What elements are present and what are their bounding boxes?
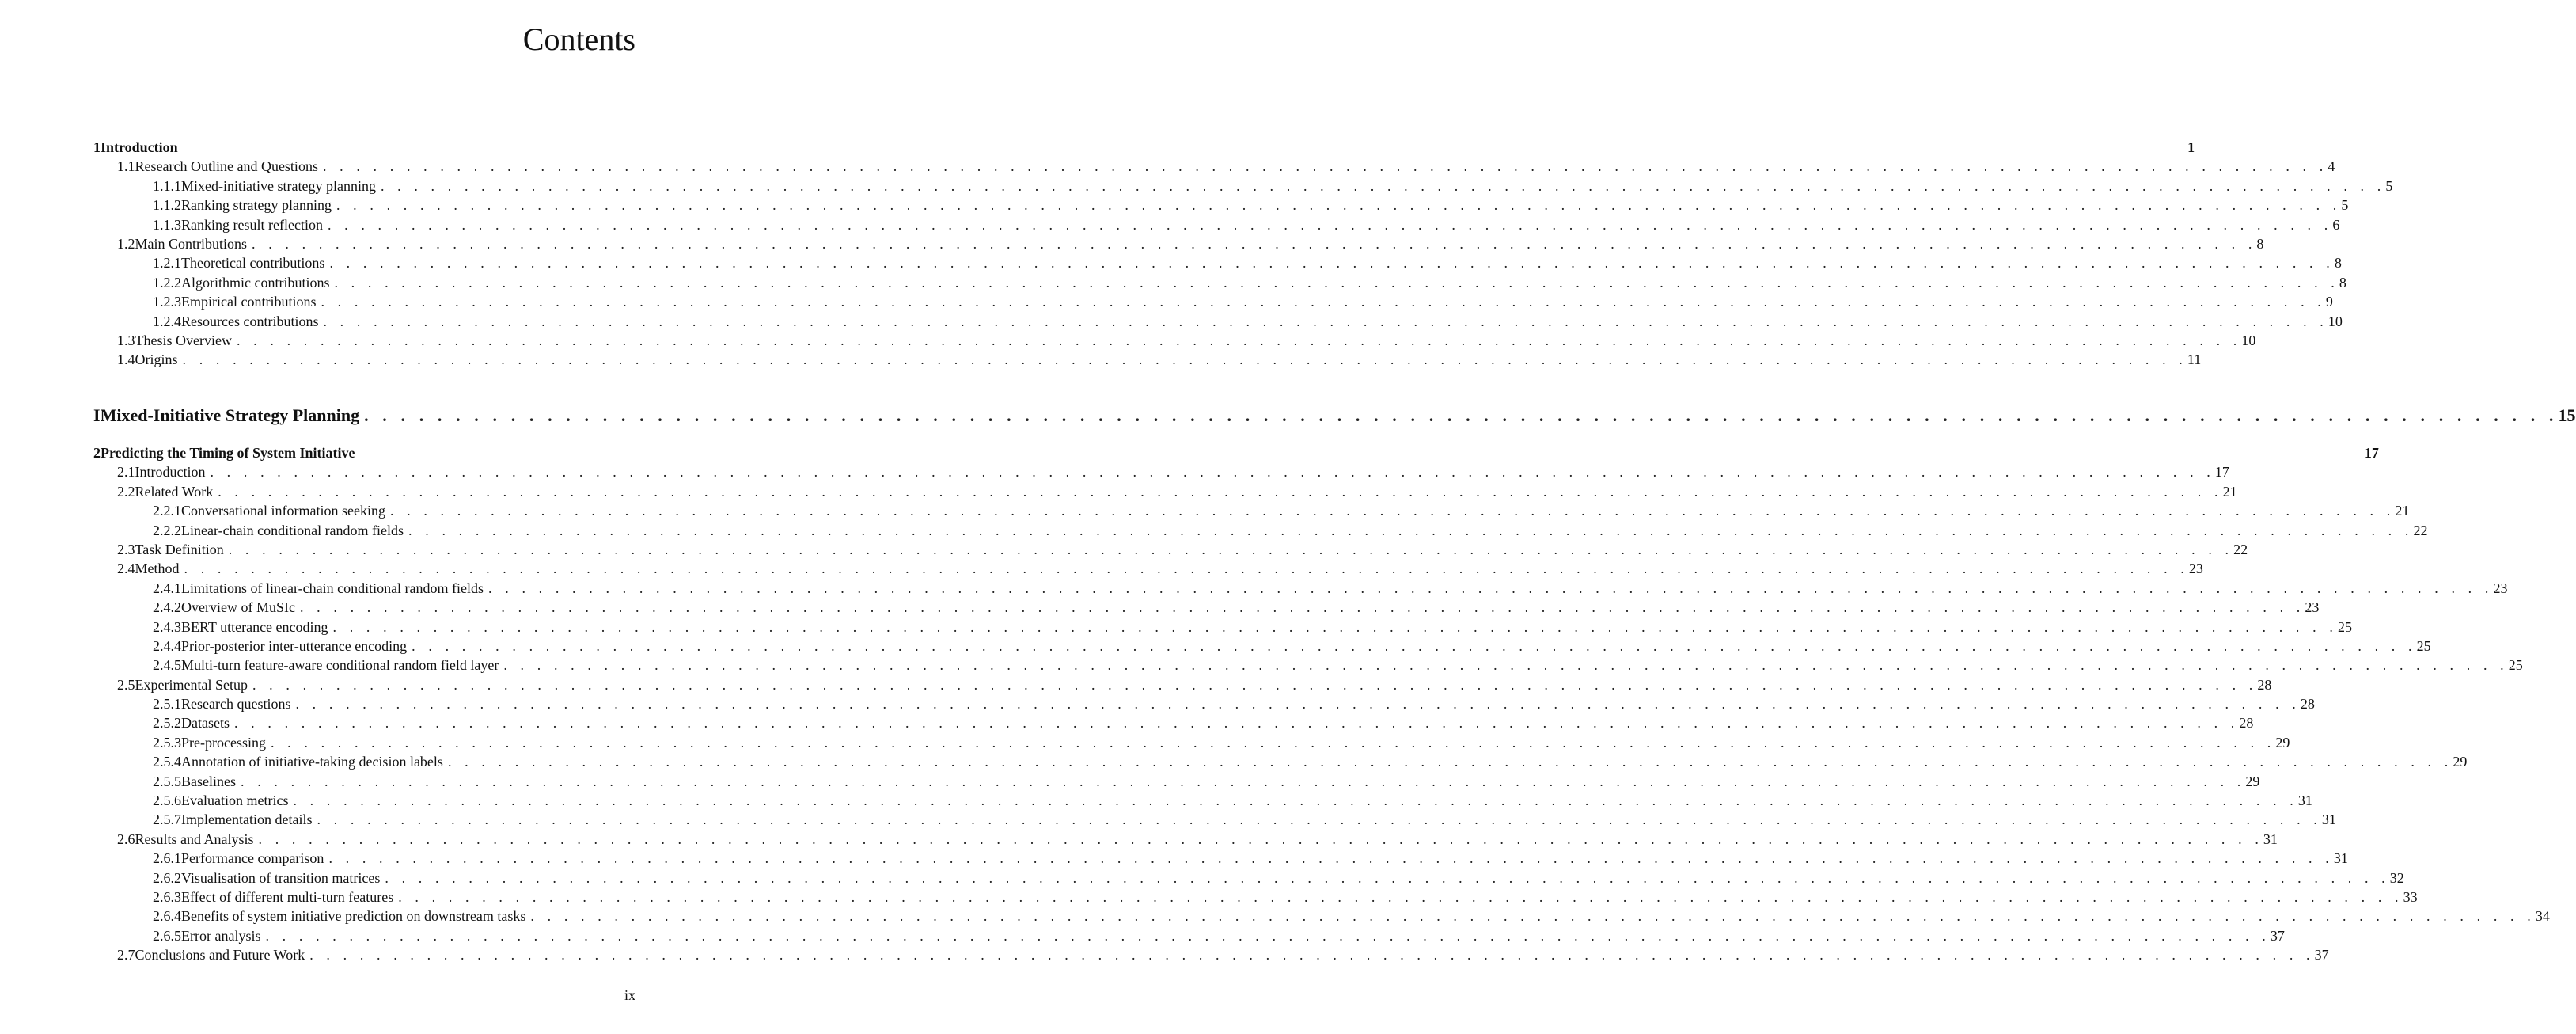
entry-page: 31 [2297, 793, 2312, 809]
toc-entry-subsection[interactable] [93, 752, 2468, 771]
entry-number: 2.6.5 [153, 927, 181, 944]
dot-leader: . . . . . . . . . . . . . . . . . . . . . . . . . . . . . . . . . . . . . . . . . . . . . . . . . . . . . . . . . . . . . . . . . . . . . . . . . . . . . . . . . . . . . . . . . . . . . . . . . . . . . . . . . . . . . . . . . . . . . . . . [241, 773, 2246, 789]
entry-number: 2.4.2 [153, 599, 181, 616]
dot-leader: . . . . . . . . . . . . . . . . . . . . . . . . . . . . . . . . . . . . . . . . . . . . . . . . . . . . . . . . . . . . . . . . . . . . . . . . . . . . . . . . . . . . . . . . . . . . . . . . . . . . . . . . . . . . . . . . . . . . . . . . [293, 793, 2298, 809]
toc-entry-section[interactable] [93, 482, 2237, 501]
entry-title: Related Work [135, 483, 214, 500]
entry-number: 1.2.2 [153, 274, 181, 291]
dot-leader: . . . . . . . . . . . . . . . . . . . . . . . . . . . . . . . . . . . . . . . . . . . . . . . . . . . . . . . . . . . . . . . . . . . . . . . . . . . . . . . . . . . . . . . . . . . . . . . . . . . . . . . . . . . . . . . . . . . . . . . . [233, 715, 2240, 732]
entry-title: Task Definition [135, 541, 224, 557]
entry-title: Research questions [181, 696, 291, 713]
entry-page: 9 [2325, 294, 2333, 310]
entry-title: Mixed-initiative strategy planning [181, 177, 376, 194]
entry-page: 4 [2328, 158, 2335, 175]
entry-title: Limitations of linear-chain conditional random fields [181, 580, 484, 596]
entry-page: 17 [2214, 464, 2229, 481]
entry-number: 2 [93, 445, 101, 461]
toc-entry-section[interactable] [93, 830, 2278, 849]
entry-title: Predicting the Timing of System Initiative [101, 445, 355, 461]
entry-title: Linear-chain conditional random fields [181, 522, 404, 538]
toc-entry-subsection[interactable] [93, 849, 2348, 868]
entry-page: 17 [2364, 445, 2379, 461]
entry-number: 1.3 [117, 332, 135, 348]
dot-leader: . . . . . . . . . . . . . . . . . . . . . . . . . . . . . . . . . . . . . . . . . . . . . . . . . . . . . . . . . . . . . . . . . . . . . . . . . . . . . . . . . . . . . . . . . . . . . . . . . . . . . . . . . . . . . . . . . . . . . . . . [364, 405, 2559, 425]
page-title: Contents [522, 21, 635, 57]
entry-page: 31 [2333, 850, 2348, 867]
toc-entry-subsection[interactable] [93, 656, 2523, 675]
dot-leader: . . . . . . . . . . . . . . . . . . . . . . . . . . . . . . . . . . . . . . . . . . . . . . . . . . . . . . . . . . . . . . . . . . . . . . . . . . . . . . . . . . . . . . . . . . . . . . . . . . . . . . . . . . . . . . . . . . . . . . . . [412, 637, 2417, 654]
dot-leader: . . . . . . . . . . . . . . . . . . . . . . . . . . . . . . . . . . . . . . . . . . . . . . . . . . . . . . . . . . . . . . . . . . . . . . . . . . . . . . . . . . . . . . . . . . . . . . . . . . . . . . . . . . . . . . . . . . . . . . . . [334, 274, 2339, 291]
entry-title: Results and Analysis [135, 831, 254, 847]
entry-title: Annotation of initiative-taking decision labels [181, 754, 443, 770]
entry-title: Resources contributions [181, 313, 319, 329]
entry-title: Performance comparison [181, 850, 324, 867]
dot-leader: . . . . . . . . . . . . . . . . . . . . . . . . . . . . . . . . . . . . . . . . . . . . . . . . . . . . . . . . . . . . . . . . . . . . . . . . . . . . . . . . . . . . . . . . . . . . . . . . . . . . . . . . . . . . . . . . . . . . . . . . [299, 599, 2305, 616]
entry-page: 33 [2403, 888, 2418, 905]
toc-entry-subsection[interactable] [93, 501, 2410, 520]
toc-entry-chapter[interactable] [93, 443, 2379, 462]
toc-chapter-2 [93, 443, 2550, 965]
entry-number: 1.2 [117, 235, 135, 252]
toc-entry-subsection[interactable] [93, 772, 2260, 791]
entry-title: Prior-posterior inter-utterance encoding [181, 637, 408, 654]
entry-page: 5 [2341, 197, 2349, 214]
entry-number: 2.6 [117, 831, 135, 847]
dot-leader: . . . . . . . . . . . . . . . . . . . . . . . . . . . . . . . . . . . . . . . . . . . . . . . . . . . . . . . . . . . . . . . . . . . . . . . . . . . . . . . . . . . . . . . . . . . . . . . . . . . . . . . . . . . . . . . . . . . . . . . . [321, 294, 2326, 310]
entry-number: 2.5.6 [153, 793, 181, 809]
toc-entry-section[interactable] [93, 331, 2256, 350]
entry-page: 6 [2332, 216, 2340, 233]
dot-leader: . . . . . . . . . . . . . . . . . . . . . . . . . . . . . . . . . . . . . . . . . . . . . . . . . . . . . . . . . . . . . . . . . . . . . . . . . . . . . . . . . . . . . . . . . . . . . . . . . . . . . . . . . . . . . . . . . . . . . . . . [309, 947, 2315, 964]
entry-title: Conversational information seeking [181, 503, 385, 519]
entry-page: 15 [2558, 405, 2576, 425]
entry-page: 8 [2256, 235, 2264, 252]
entry-title: Introduction [101, 139, 178, 155]
entry-page: 29 [2245, 773, 2260, 789]
dot-leader: . . . . . . . . . . . . . . . . . . . . . . . . . . . . . . . . . . . . . . . . . . . . . . . . . . . . . . . . . . . . . . . . . . . . . . . . . . . . . . . . . . . . . . . . . . . . . . . . . . . . . . . . . . . . . . . . . . . . . . . . [258, 831, 2263, 847]
entry-title: Research Outline and Questions [135, 158, 318, 175]
entry-page: 8 [2334, 255, 2342, 272]
entry-number: 2.4.4 [153, 637, 181, 654]
toc-entry-subsection[interactable] [93, 907, 2550, 926]
toc-entry-subsection[interactable] [93, 312, 2343, 331]
page-number: ix [624, 987, 635, 1003]
dot-leader: . . . . . . . . . . . . . . . . . . . . . . . . . . . . . . . . . . . . . . . . . . . . . . . . . . . . . . . . . . . . . . . . . . . . . . . . . . . . . . . . . . . . . . . . . . . . . . . . . . . . . . . . . . . . . . . . . . . . . . . . [380, 177, 2386, 194]
toc-entry-section[interactable] [93, 234, 2264, 253]
entry-page: 22 [2233, 541, 2248, 557]
entry-page: 22 [2413, 522, 2428, 538]
dot-leader: . . . . . . . . . . . . . . . . . . . . . . . . . . . . . . . . . . . . . . . . . . . . . . . . . . . . . . . . . . . . . . . . . . . . . . . . . . . . . . . . . . . . . . . . . . . . . . . . . . . . . . . . . . . . . . . . . . . . . . . . [332, 618, 2338, 635]
dot-leader: . . . . . . . . . . . . . . . . . . . . . . . . . . . . . . . . . . . . . . . . . . . . . . . . . . . . . . . . . . . . . . . . . . . . . . . . . . . . . . . . . . . . . . . . . . . . . . . . . . . . . . . . . . . . . . . . . . . . . . . . [336, 197, 2342, 214]
entry-title: Main Contributions [135, 235, 248, 252]
entry-page: 29 [2453, 754, 2468, 770]
entry-title: Theoretical contributions [181, 255, 325, 272]
toc-entry-subsection[interactable] [93, 196, 2349, 215]
entry-number: 2.1 [117, 464, 135, 481]
entry-number: 2.2.2 [153, 522, 181, 538]
entry-title: Introduction [135, 464, 206, 481]
toc-entry-part[interactable] [93, 404, 2576, 428]
entry-title: Effect of different multi-turn features [181, 888, 394, 905]
toc-entry-section[interactable] [93, 675, 2272, 694]
toc-entry-subsection[interactable] [93, 637, 2431, 656]
toc-entry-subsection[interactable] [93, 926, 2285, 945]
entry-number: 2.5.3 [153, 734, 181, 751]
toc-entry-subsection[interactable] [93, 791, 2312, 810]
entry-title: Ranking result reflection [181, 216, 323, 233]
toc-entry-section[interactable] [93, 945, 2329, 964]
toc-entry-chapter[interactable] [93, 138, 2195, 157]
toc-entry-subsection[interactable] [93, 618, 2352, 637]
entry-page: 25 [2508, 657, 2523, 674]
dot-leader: . . . . . . . . . . . . . . . . . . . . . . . . . . . . . . . . . . . . . . . . . . . . . . . . . . . . . . . . . . . . . . . . . . . . . . . . . . . . . . . . . . . . . . . . . . . . . . . . . . . . . . . . . . . . . . . . . . . . . . . . [447, 754, 2453, 770]
entry-number: 2.6.2 [153, 869, 181, 886]
entry-title: Multi-turn feature-aware conditional random field layer [181, 657, 499, 674]
entry-page: 37 [2314, 947, 2329, 964]
toc-entry-subsection[interactable] [93, 888, 2418, 907]
entry-number: 1 [93, 139, 101, 155]
entry-number: 2.6.3 [153, 888, 181, 905]
entry-page: 21 [2395, 503, 2410, 519]
entry-page: 11 [2187, 352, 2202, 368]
entry-title: Datasets [181, 715, 230, 732]
dot-leader: . . . . . . . . . . . . . . . . . . . . . . . . . . . . . . . . . . . . . . . . . . . . . . . . . . . . . . . . . . . . . . . . . . . . . . . . . . . . . . . . . . . . . . . . . . . . . . . . . . . . . . . . . . . . . . . . . . . . . . . . [322, 158, 2328, 175]
entry-number: 1.2.1 [153, 255, 181, 272]
dot-leader: . . . . . . . . . . . . . . . . . . . . . . . . . . . . . . . . . . . . . . . . . . . . . . . . . . . . . . . . . . . . . . . . . . . . . . . . . . . . . . . . . . . . . . . . . . . . . . . . . . . . . . . . . . . . . . . . . . . . . . . . [328, 850, 2334, 867]
entry-number: 1.1.1 [153, 177, 181, 194]
dot-leader: . . . . . . . . . . . . . . . . . . . . . . . . . . . . . . . . . . . . . . . . . . . . . . . . . . . . . . . . . . . . . . . . . . . . . . . . . . . . . . . . . . . . . . . . . . . . . . . . . . . . . . . . . . . . . . . . . . . . . . . . [236, 332, 2242, 348]
entry-number: 1.4 [117, 352, 135, 368]
entry-title: Error analysis [181, 927, 261, 944]
entry-number: 2.5 [117, 676, 135, 693]
toc-entry-subsection[interactable] [93, 177, 2393, 196]
entry-page: 34 [2535, 908, 2550, 925]
entry-title: Mixed-Initiative Strategy Planning [100, 405, 360, 425]
entry-page: 5 [2385, 177, 2393, 194]
entry-title: Experimental Setup [135, 676, 248, 693]
entry-page: 10 [2328, 313, 2343, 329]
dot-leader: . . . . . . . . . . . . . . . . . . . . . . . . . . . . . . . . . . . . . . . . . . . . . . . . . . . . . . . . . . . . . . . . . . . . . . . . . . . . . . . . . . . . . . . . . . . . . . . . . . . . . . . . . . . . . . . . . . . . . . . . [503, 657, 2509, 674]
entry-title: Algorithmic contributions [181, 274, 330, 291]
entry-number: 2.4.1 [153, 580, 181, 596]
entry-number: 1.1.2 [153, 197, 181, 214]
entry-number: I [93, 405, 101, 425]
toc-entry-subsection[interactable] [93, 733, 2290, 752]
entry-number: 2.5.7 [153, 812, 181, 828]
entry-number: 1.2.3 [153, 294, 181, 310]
entry-number: 1.1.3 [153, 216, 181, 233]
toc-entry-section[interactable] [93, 462, 2229, 481]
toc-entry-section[interactable] [93, 559, 2203, 578]
entry-number: 2.7 [117, 947, 135, 964]
toc-entry-subsection[interactable] [93, 810, 2336, 829]
entry-number: 2.3 [117, 541, 135, 557]
entry-title: Conclusions and Future Work [135, 947, 305, 964]
toc-entry-subsection[interactable] [93, 869, 2404, 888]
entry-number: 1.1 [117, 158, 135, 175]
dot-leader: . . . . . . . . . . . . . . . . . . . . . . . . . . . . . . . . . . . . . . . . . . . . . . . . . . . . . . . . . . . . . . . . . . . . . . . . . . . . . . . . . . . . . . . . . . . . . . . . . . . . . . . . . . . . . . . . . . . . . . . . [327, 216, 2333, 233]
entry-number: 2.2.1 [153, 503, 181, 519]
dot-leader: . . . . . . . . . . . . . . . . . . . . . . . . . . . . . . . . . . . . . . . . . . . . . . . . . . . . . . . . . . . . . . . . . . . . . . . . . . . . . . . . . . . . . . . . . . . . . . . . . . . . . . . . . . . . . . . . . . . . . . . . [265, 927, 2271, 944]
entry-number: 2.6.1 [153, 850, 181, 867]
entry-title: Evaluation metrics [181, 793, 289, 809]
dot-leader: . . . . . . . . . . . . . . . . . . . . . . . . . . . . . . . . . . . . . . . . . . . . . . . . . . . . . . . . . . . . . . . . . . . . . . . . . . . . . . . . . . . . . . . . . . . . . . . . . . . . . . . . . . . . . . . . . . . . . . . . [408, 522, 2414, 538]
entry-page: 37 [2270, 927, 2285, 944]
dot-leader: . . . . . . . . . . . . . . . . . . . . . . . . . . . . . . . . . . . . . . . . . . . . . . . . . . . . . . . . . . . . . . . . . . . . . . . . . . . . . . . . . . . . . . . . . . . . . . . . . . . . . . . . . . . . . . . . . . . . . . . . [252, 676, 2258, 693]
entry-number: 2.5.2 [153, 715, 181, 732]
dot-leader: . . . . . . . . . . . . . . . . . . . . . . . . . . . . . . . . . . . . . . . . . . . . . . . . . . . . . . . . . . . . . . . . . . . . . . . . . . . . . . . . . . . . . . . . . . . . . . . . . . . . . . . . . . . . . . . . . . . . . . . . [295, 696, 2301, 713]
entry-number: 2.5.1 [153, 696, 181, 713]
entry-title: Origins [135, 352, 178, 368]
toc-entry-subsection[interactable] [93, 598, 2320, 617]
toc-chapter-1 [93, 138, 2393, 370]
entry-title: Thesis Overview [135, 332, 232, 348]
entry-page: 23 [2188, 561, 2203, 577]
entry-title: BERT utterance encoding [181, 618, 328, 635]
entry-title: Baselines [181, 773, 236, 789]
dot-leader: . . . . . . . . . . . . . . . . . . . . . . . . . . . . . . . . . . . . . . . . . . . . . . . . . . . . . . . . . . . . . . . . . . . . . . . . . . . . . . . . . . . . . . . . . . . . . . . . . . . . . . . . . . . . . . . . . . . . . . . . [184, 561, 2189, 577]
entry-page: 32 [2389, 869, 2404, 886]
toc-entry-subsection[interactable] [93, 694, 2315, 713]
toc-entry-section[interactable] [93, 157, 2335, 176]
dot-leader: . . . . . . . . . . . . . . . . . . . . . . . . . . . . . . . . . . . . . . . . . . . . . . . . . . . . . . . . . . . . . . . . . . . . . . . . . . . . . . . . . . . . . . . . . . . . . . . . . . . . . . . . . . . . . . . . . . . . . . . . [317, 812, 2322, 828]
dot-leader: . . . . . . . . . . . . . . . . . . . . . . . . . . . . . . . . . . . . . . . . . . . . . . . . . . . . . . . . . . . . . . . . . . . . . . . . . . . . . . . . . . . . . . . . . . . . . . . . . . . . . . . . . . . . . . . . . . . . . . . . [488, 580, 2494, 596]
entry-page: 25 [2337, 618, 2352, 635]
toc-entry-section[interactable] [93, 540, 2248, 559]
dot-leader: . . . . . . . . . . . . . . . . . . . . . . . . . . . . . . . . . . . . . . . . . . . . . . . . . . . . . . . . . . . . . . . . . . . . . . . . . . . . . . . . . . . . . . . . . . . . . . . . . . . . . . . . . . . . . . . . . . . . . . . . [323, 313, 2328, 329]
entry-number: 2.2 [117, 483, 135, 500]
entry-number: 2.4.5 [153, 657, 181, 674]
entry-page: 29 [2275, 734, 2290, 751]
toc-entry-subsection[interactable] [93, 292, 2333, 311]
toc-entry-subsection[interactable] [93, 273, 2346, 292]
entry-page: 23 [2493, 580, 2508, 596]
toc-entry-subsection[interactable] [93, 713, 2254, 732]
entry-number: 2.5.4 [153, 754, 181, 770]
dot-leader: . . . . . . . . . . . . . . . . . . . . . . . . . . . . . . . . . . . . . . . . . . . . . . . . . . . . . . . . . . . . . . . . . . . . . . . . . . . . . . . . . . . . . . . . . . . . . . . . . . . . . . . . . . . . . . . . . . . . . . . . [210, 464, 2215, 481]
toc-entry-subsection[interactable] [93, 579, 2508, 598]
entry-title: Implementation details [181, 812, 313, 828]
entry-page: 21 [2222, 483, 2237, 500]
entry-page: 23 [2305, 599, 2320, 616]
dot-leader: . . . . . . . . . . . . . . . . . . . . . . . . . . . . . . . . . . . . . . . . . . . . . . . . . . . . . . . . . . . . . . . . . . . . . . . . . . . . . . . . . . . . . . . . . . . . . . . . . . . . . . . . . . . . . . . . . . . . . . . . [530, 908, 2536, 925]
dot-leader: . . . . . . . . . . . . . . . . . . . . . . . . . . . . . . . . . . . . . . . . . . . . . . . . . . . . . . . . . . . . . . . . . . . . . . . . . . . . . . . . . . . . . . . . . . . . . . . . . . . . . . . . . . . . . . . . . . . . . . . . [329, 255, 2335, 272]
dot-leader: . . . . . . . . . . . . . . . . . . . . . . . . . . . . . . . . . . . . . . . . . . . . . . . . . . . . . . . . . . . . . . . . . . . . . . . . . . . . . . . . . . . . . . . . . . . . . . . . . . . . . . . . . . . . . . . . . . . . . . . . [398, 888, 2403, 905]
dot-leader: . . . . . . . . . . . . . . . . . . . . . . . . . . . . . . . . . . . . . . . . . . . . . . . . . . . . . . . . . . . . . . . . . . . . . . . . . . . . . . . . . . . . . . . . . . . . . . . . . . . . . . . . . . . . . . . . . . . . . . . . [252, 235, 2257, 252]
entry-page: 28 [2300, 696, 2315, 713]
toc-entry-section[interactable] [93, 350, 2202, 369]
toc-entry-subsection[interactable] [93, 521, 2428, 540]
dot-leader: . . . . . . . . . . . . . . . . . . . . . . . . . . . . . . . . . . . . . . . . . . . . . . . . . . . . . . . . . . . . . . . . . . . . . . . . . . . . . . . . . . . . . . . . . . . . . . . . . . . . . . . . . . . . . . . . . . . . . . . . [228, 541, 2234, 557]
dot-leader: . . . . . . . . . . . . . . . . . . . . . . . . . . . . . . . . . . . . . . . . . . . . . . . . . . . . . . . . . . . . . . . . . . . . . . . . . . . . . . . . . . . . . . . . . . . . . . . . . . . . . . . . . . . . . . . . . . . . . . . . [218, 483, 2223, 500]
entry-page: 25 [2416, 637, 2431, 654]
entry-page: 28 [2257, 676, 2272, 693]
dot-leader: . . . . . . . . . . . . . . . . . . . . . . . . . . . . . . . . . . . . . . . . . . . . . . . . . . . . . . . . . . . . . . . . . . . . . . . . . . . . . . . . . . . . . . . . . . . . . . . . . . . . . . . . . . . . . . . . . . . . . . . . [389, 503, 2396, 519]
entry-number: 2.4.3 [153, 618, 181, 635]
entry-title: Method [135, 561, 180, 577]
entry-title: Benefits of system initiative prediction on downstream tasks [181, 908, 526, 925]
entry-title: Empirical contributions [181, 294, 317, 310]
entry-number: 2.4 [117, 561, 135, 577]
entry-title: Visualisation of transition matrices [181, 869, 381, 886]
toc-part-1 [93, 404, 2576, 428]
entry-title: Overview of MuSIc [181, 599, 295, 616]
entry-number: 2.5.5 [153, 773, 181, 789]
entry-page: 10 [2241, 332, 2256, 348]
dot-leader: . . . . . . . . . . . . . . . . . . . . . . . . . . . . . . . . . . . . . . . . . . . . . . . . . . . . . . . . . . . . . . . . . . . . . . . . . . . . . . . . . . . . . . . . . . . . . . . . . . . . . . . . . . . . . . . . . . . . . . . . [270, 734, 2276, 751]
entry-page: 8 [2339, 274, 2346, 291]
entry-title: Pre-processing [181, 734, 266, 751]
entry-number: 1.2.4 [153, 313, 181, 329]
toc-entry-subsection[interactable] [93, 253, 2342, 272]
dot-leader: . . . . . . . . . . . . . . . . . . . . . . . . . . . . . . . . . . . . . . . . . . . . . . . . . . . . . . . . . . . . . . . . . . . . . . . . . . . . . . . . . . . . . . . . . . . . . . . . . . . . . . . . . . . . . . . . . . . . . . . . [385, 869, 2390, 886]
entry-page: 31 [2263, 831, 2278, 847]
entry-page: 31 [2321, 812, 2336, 828]
entry-title: Ranking strategy planning [181, 197, 332, 214]
toc-entry-subsection[interactable] [93, 215, 2340, 234]
entry-page: 28 [2239, 715, 2254, 732]
dot-leader: . . . . . . . . . . . . . . . . . . . . . . . . . . . . . . . . . . . . . . . . . . . . . . . . . . . . . . . . . . . . . . . . . . . . . . . . . . . . . . . . . . . . . . . . . . . . . . . . . . . . . . . . . . . . . . . . . . . . . . . . [182, 352, 2187, 368]
entry-number: 2.6.4 [153, 908, 181, 925]
entry-page: 1 [2187, 139, 2195, 155]
